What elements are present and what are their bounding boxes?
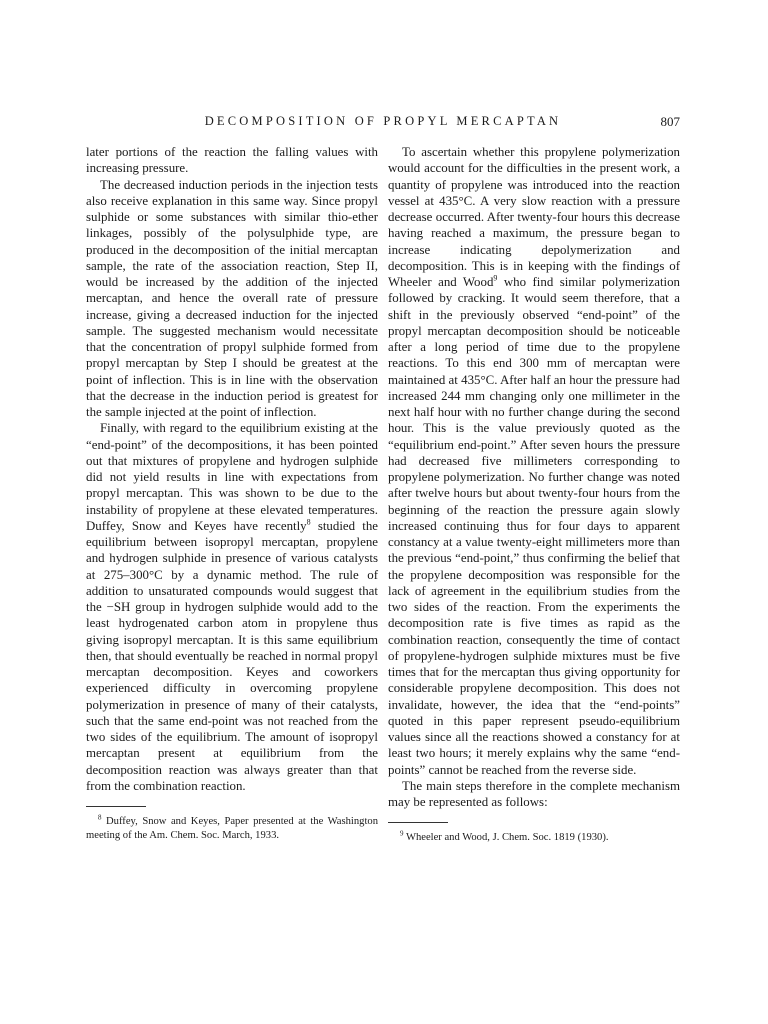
paragraph-text: studied the equilibrium between isopropyl mercaptan, propylene and hydrogen sulphide in presence of various catalysts at 275–300°C by a dynamic method. The rule of addition to unsaturated compounds would suggest that the −SH group in hydrogen sulphide would add to the least hydrogenated carbon atom in propylene thus giving isopropyl mercaptan. It is this same equilibrium then, that should eventually be reached in normal propyl mercaptan decomposition. Keyes and coworkers experienced difficulty in overcoming propylene polymerization in presence of many of their catalysts, such that the same end-point was not reached from the two sides of the equilibrium. The amount of isopropyl mercaptan present at equilibrium from the decomposition reaction was always greater than that from the combination reaction. (86, 518, 378, 793)
footnote-reference: 8 (306, 517, 311, 527)
footnote-mark: 8 (98, 813, 102, 822)
running-head (86, 114, 680, 132)
paragraph: The main steps therefore in the complete mechanism may be represented as follows: (388, 778, 680, 809)
footnote-mark: 9 (400, 829, 404, 838)
footnote (86, 815, 378, 843)
paragraph-text: Finally, with regard to the equilibrium existing at the “end-point” of the decompositions, it has been pointed out that mixtures of propylene and hydrogen sulphide did not yield results in line with expectations from propyl mercaptan. This was shown to be due to the instability of propylene at these elevated temperatures. Duffey, Snow and Keyes have recently (86, 421, 378, 533)
right-column (388, 144, 680, 845)
page-number: 807 (660, 114, 680, 129)
paragraph: The decreased induction periods in the injection tests also receive explanation in this same way. Since propyl sulphide or some substances with similar thio-ether linkages, possibly of the polysulphide type, are produced in the decomposition of the initial mercaptan sample, the rate of the association reaction, Step II, would be increased by the addition of the injected mercaptan, and hence the overall rate of pressure increase, giving a decreased induction for the injected sample. The suggested mechanism would necessitate that the concentration of propyl sulphide formed from propyl mercaptan by Step I should be greatest at the point of inflection. This is in line with the observation that the decrease in the induction period is greatest for the sample injected at the point of inflection. (86, 177, 378, 419)
footnote-text: Wheeler and Wood, J. Chem. Soc. 1819 (1930). (403, 832, 609, 844)
paragraph: later portions of the reaction the falling values with increasing pressure. (86, 145, 378, 176)
paragraph (388, 144, 680, 778)
footnote-rule (388, 822, 448, 823)
paragraph-text: who find similar polymerization followed by cracking. It would seem therefore, that a shift in the previously observed “end-point” of the propyl mercaptan decomposition should be noticeable after a long period of time due to the propylene reactions. To this end 300 mm of mercaptan were maintained at 435°C. After half an hour the pressure had increased 244 mm changing only one millimeter in the next half hour with no further change during the second hour. This is the value previously quoted as the “equilibrium end-point.” After seven hours the pressure had decreased five millimeters corresponding to propylene polymerization. No further change was noted after twelve hours but about twenty-four hours from the beginning of the reaction the pressure again slowly increased continuing thus for four days to apparent constancy at a value twenty-eight millimeters more than the previous “end-point,” thus confirming the belief that the propylene decomposition was responsible for the lack of agreement in the equilibrium studies from the two sides of the reaction. From the experiments the decomposition rate is five times as rapid as the combination reaction, consequently the time of contact of propylene-hydrogen sulphide mixtures must be five times that for the mercaptan thus giving opportunity for considerable propylene decomposition. This does not invalidate, however, the idea that the “end-points” quoted in this paper represent pseudo-equilibrium values since all the reactions showed a constancy for at least two hours; it merely explains why the same “end-points” cannot be reached from the reverse side. (388, 275, 680, 777)
left-column (86, 144, 378, 843)
footnote (388, 831, 680, 845)
footnote-rule (86, 806, 146, 807)
running-title: DECOMPOSITION OF PROPYL MERCAPTAN (204, 114, 562, 128)
footnote-reference: 9 (493, 273, 498, 283)
paragraph-text: To ascertain whether this propylene polymerization would account for the difficulties in the present work, a quantity of propylene was introduced into the reaction vessel at 435°C. A very slow reaction with a pressure decrease occurred. After twenty-four hours this decrease having reached a maximum, the pressure began to increase indicating depolymerization and decomposition. This is in keeping with the findings of Wheeler and Wood (388, 145, 680, 289)
footnote-text: Duffey, Snow and Keyes, Paper presented at the Washington meeting of the Am. Chem. Soc. March, 1933. (86, 816, 378, 841)
paragraph (86, 420, 378, 794)
